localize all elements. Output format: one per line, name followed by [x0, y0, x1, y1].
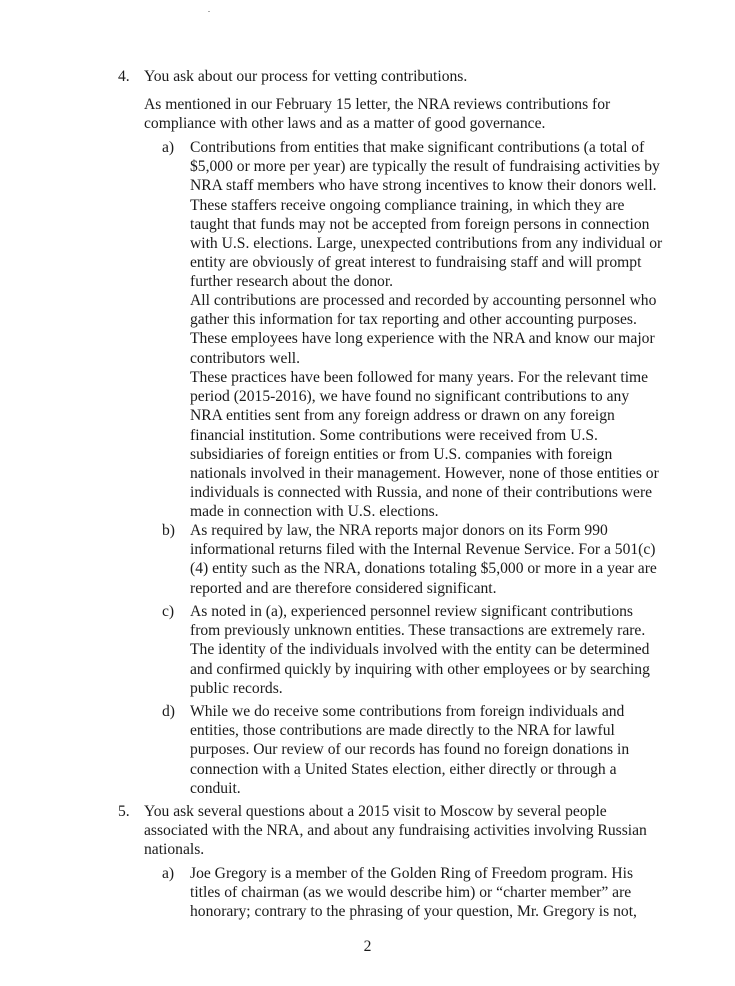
- paragraph: As noted in (a), experienced personnel review significant contributions from previously unknown entities. These transactions are extremely rare. The identity of the individuals involved with the entity can be determined and confirmed quickly by inquiring with other employees or by searching public records.: [190, 603, 650, 697]
- item-number: 4.: [118, 68, 130, 85]
- paragraph: Joe Gregory is a member of the Golden Ring of Freedom program. His titles of chairman (as we would describe him) or “charter member” are honorary; contrary to the phrasing of your question, Mr. Gregory is not,: [190, 865, 637, 921]
- paragraph: All contributions are processed and recorded by accounting personnel who gather this information for tax reporting and other accounting purposes. These employees have long experience with the NRA and know our major contributors well.: [190, 292, 657, 367]
- item-intro: As mentioned in our February 15 letter, the NRA reviews contributions for compliance with other laws and as a matter of good governance.: [144, 96, 611, 133]
- paragraph: Contributions from entities that make significant contributions (a total of $5,000 or more per year) are typically the result of fundraising activities by NRA staff members who have strong incentives to know their donors well. These staffers receive ongoing compliance training, in which they are taught that funds may not be accepted from foreign persons in connection with U.S. elections. Large, unexpected contributions from any individual or entity are obviously of great interest to fundraising staff and will prompt further research about the donor.: [190, 139, 663, 291]
- subitem-marker: a): [162, 865, 175, 882]
- subitem-marker: b): [162, 522, 175, 539]
- item-heading: You ask several questions about a 2015 visit to Moscow by several people associated with the NRA, and about any fundraising activities involving Russian nationals.: [144, 803, 647, 859]
- item-heading: You ask about our process for vetting contributions.: [144, 68, 468, 85]
- page-number: 2: [363, 938, 372, 955]
- paragraph: These practices have been followed for many years. For the relevant time period (2015-2016), we have found no significant contributions to any NRA entities sent from any foreign address or drawn on any foreign financial institution. Some contributions were received from U.S. subsidiaries of foreign entities or from U.S. companies with foreign nationals involved in their management. However, none of those entities or individuals is connected with Russia, and none of their contributions were made in connection with U.S. elections.: [190, 369, 659, 521]
- paragraph: While we do receive some contributions from foreign individuals and entities, those contributions are made directly to the NRA for lawful purposes. Our review of our records has found no foreign donations in connection with a United States election, either directly or through a conduit.: [190, 703, 630, 797]
- subitem-marker: c): [162, 603, 175, 620]
- paragraph: As required by law, the NRA reports major donors on its Form 990 informational returns filed with the Internal Revenue Service. For a 501(c)(4) entity such as the NRA, donations totaling $5,000 or more in a year are reported and are therefore considered significant.: [190, 522, 657, 597]
- subitem-marker: a): [162, 139, 175, 156]
- scan-speck: [208, 11, 210, 12]
- subitem-marker: d): [162, 703, 175, 720]
- item-number: 5.: [118, 803, 130, 820]
